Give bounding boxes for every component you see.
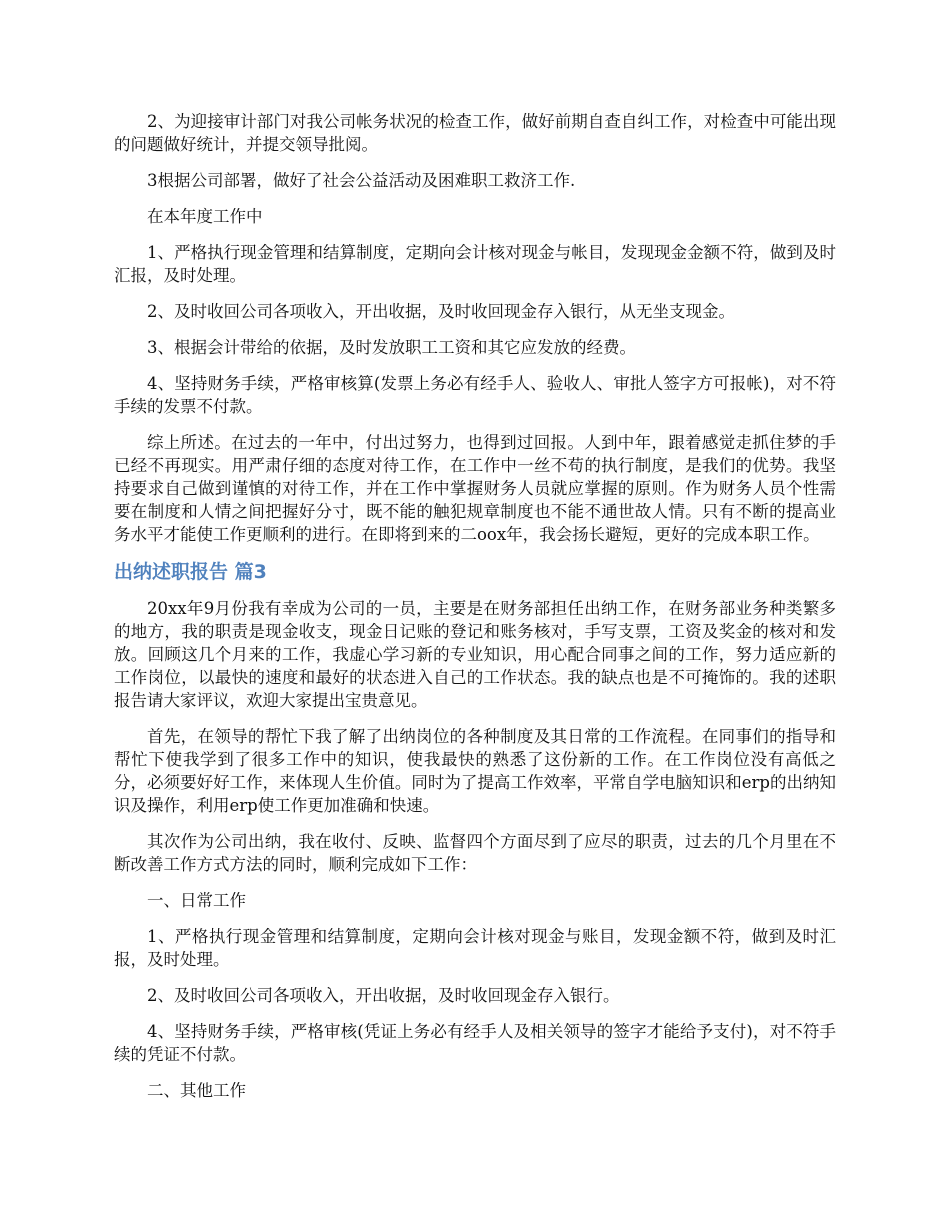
section-heading: 出纳述职报告 篇3	[114, 561, 267, 583]
subheading-daily-work: 一、日常工作	[147, 891, 246, 910]
paragraph-collect-income: 2、及时收回公司各项收入，开出收据，及时收回现金存入银行，从无坐支现金。	[147, 302, 735, 321]
paragraph-introduction: 20xx年9月份我有幸成为公司的一员，主要是在财务部担任出纳工作，在财务部业务种类繁多的地方，我的职责是现金收支，现金日记账的登记和账务核对，手写支票，工资及奖金的核对和发放。回顾这几个月来的工作，我虚心学习新的专业知识，用心配合同事之间的工作，努力适应新的工作岗位，以最快的速度和最好的状态进入自己的工作状态。我的缺点也是不可掩饰的。我的述职报告请大家评议，欢迎大家提出宝贵意见。	[114, 599, 836, 710]
paragraph-first: 首先，在领导的帮忙下我了解了出纳岗位的各种制度及其日常的工作流程。在同事们的指导和帮忙下使我学到了很多工作中的知识，使我最快的熟悉了这份新的工作。在工作岗位没有高低之分，必须要好好工作，来体现人生价值。同时为了提高工作效率，平常自学电脑知识和erp的出纳知识及操作，利用erp使工作更加准确和快速。	[114, 727, 836, 815]
subheading-other-work: 二、其他工作	[147, 1081, 246, 1100]
paragraph-daily-item-2: 2、及时收回公司各项收入，开出收据，及时收回现金存入银行。	[147, 986, 620, 1005]
paragraph-second: 其次作为公司出纳，我在收付、反映、监督四个方面尽到了应尽的职责，过去的几个月里在不断改善工作方式方法的同时，顺利完成如下工作：	[114, 832, 836, 874]
paragraph-daily-item-4: 4、坚持财务手续，严格审核(凭证上务必有经手人及相关领导的签字才能给予支付)，对不符手续的凭证不付款。	[114, 1022, 836, 1064]
paragraph-pay-wages: 3、根据会计带给的依据，及时发放职工工资和其它应发放的经费。	[147, 338, 636, 357]
paragraph-summary: 综上所述。在过去的一年中，付出过努力，也得到过回报。人到中年，跟着感觉走抓住梦的手已经不再现实。用严肃仔细的态度对待工作，在工作中一丝不苟的执行制度，是我们的优势。我坚持要求自己做到谨慎的对待工作，并在工作中掌握财务人员就应掌握的原则。作为财务人员个性需要在制度和人情之间把握好分寸，既不能的触犯规章制度也不能不通世故人情。只有不断的提高业务水平才能使工作更顺利的进行。在即将到来的二oox年，我会扬长避短，更好的完成本职工作。	[114, 433, 836, 544]
document-page	[114, 110, 836, 1115]
paragraph-daily-item-1: 1、严格执行现金管理和结算制度，定期向会计核对现金与账目，发现金额不符，做到及时汇报，及时处理。	[114, 927, 836, 969]
paragraph-finance-procedures: 4、坚持财务手续，严格审核算(发票上务必有经手人、验收人、审批人签字方可报帐)，对不符手续的发票不付款。	[114, 374, 836, 416]
paragraph-cash-management: 1、严格执行现金管理和结算制度，定期向会计核对现金与帐目，发现现金金额不符，做到及时汇报，及时处理。	[114, 243, 836, 285]
paragraph-this-year-intro: 在本年度工作中	[147, 207, 263, 226]
paragraph-public-welfare: 3根据公司部署，做好了社会公益活动及困难职工救济工作.	[147, 171, 576, 190]
paragraph-audit-prep: 2、为迎接审计部门对我公司帐务状况的检查工作，做好前期自查自纠工作，对检查中可能出现的问题做好统计，并提交领导批阅。	[114, 112, 836, 154]
